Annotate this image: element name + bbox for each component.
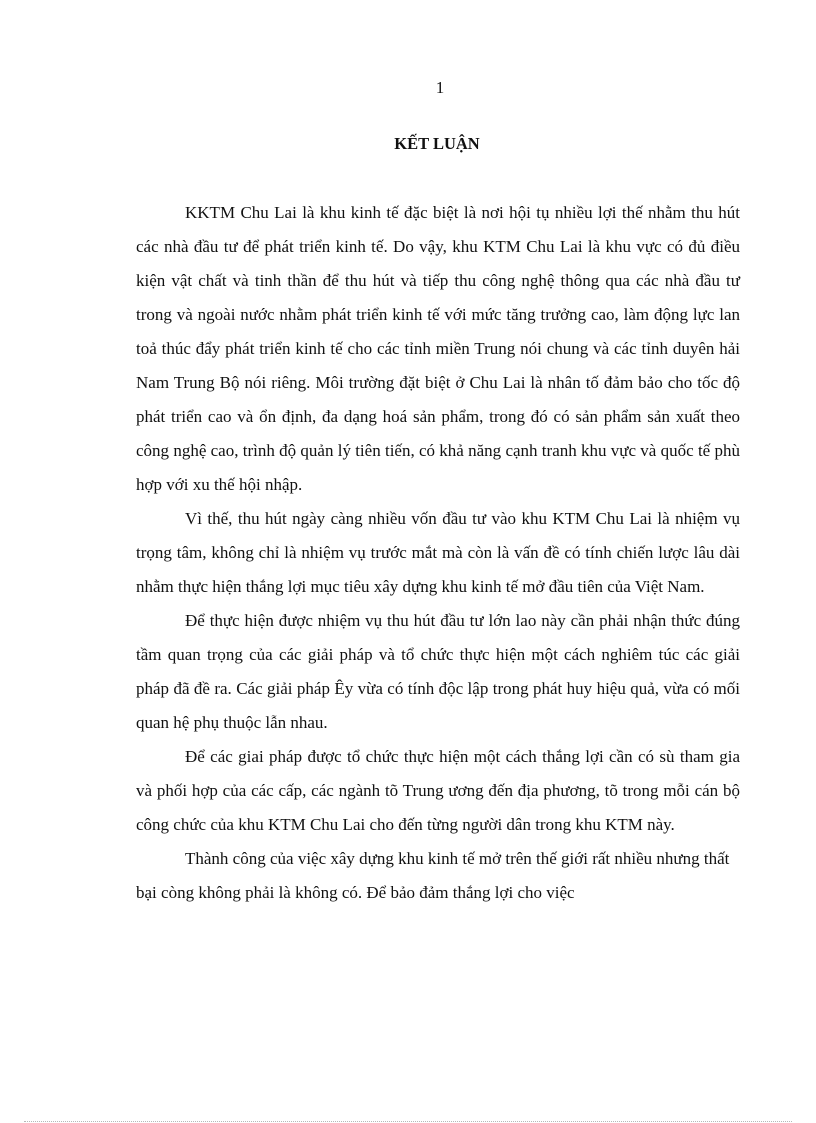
paragraph-5: Thành công của việc xây dựng khu kinh tế mở trên thế giới rất nhiều nhưng thất bại còng không phải là không có. Để bảo đảm thắng lợi cho việc xyxy=(136,849,730,902)
paragraph-4: Để các giai pháp được tổ chức thực hiện một cách thắng lợi cần có sù tham gia và phối hợp của các cấp, các ngành tõ Trung ương đến địa phương, tõ trong mỗi cán bộ công chức của khu KTM Chu Lai cho đến từng người dân trong khu KTM này. xyxy=(136,747,740,834)
paragraph-2: Vì thế, thu hút ngày càng nhiều vốn đầu tư vào khu KTM Chu Lai là nhiệm vụ trọng tâm, không chỉ là nhiệm vụ trước mắt mà còn là vấn đề có tính chiến lược lâu dài nhằm thực hiện thắng lợi mục tiêu xây dựng khu kinh tế mở đầu tiên của Việt Nam. xyxy=(136,509,740,596)
paragraph-1: KKTM Chu Lai là khu kinh tế đặc biệt là nơi hội tụ nhiều lợi thế nhằm thu hút các nhà đầu tư để phát triển kinh tế. Do vậy, khu KTM Chu Lai là khu vực có đủ điều kiện vật chất và tinh thần để thu hút và tiếp thu công nghệ thông qua các nhà đầu tư trong và ngoài nước nhằm phát triển kinh tế với mức tăng trưởng cao, làm động lực lan toả thúc đẩy phát triển kinh tế cho các tỉnh miền Trung nói chung và các tỉnh duyên hải Nam Trung Bộ nói riêng. Môi trường đặt biệt ở Chu Lai là nhân tố đảm bảo cho tốc độ phát triển cao và ổn định, đa dạng hoá sản phẩm, trong đó có sản phẩm sản xuất theo công nghệ cao, trình độ quản lý tiên tiến, có khả năng cạnh tranh khu vực và quốc tế phù hợp với xu thế hội nhập. xyxy=(136,203,740,494)
paragraph-3: Để thực hiện được nhiệm vụ thu hút đầu tư lớn lao này cần phải nhận thức đúng tầm quan trọng của các giải pháp và tổ chức thực hiện một cách nghiêm túc các giải pháp đã đề ra. Các giải pháp Êy vừa có tính độc lập trong phát huy hiệu quả, vừa có mối quan hệ phụ thuộc lẫn nhau. xyxy=(136,611,740,732)
section-heading: KẾT LUẬN xyxy=(394,134,480,153)
page-edge-divider xyxy=(24,1121,792,1122)
page-number: 1 xyxy=(435,78,445,97)
body-text xyxy=(136,196,740,910)
